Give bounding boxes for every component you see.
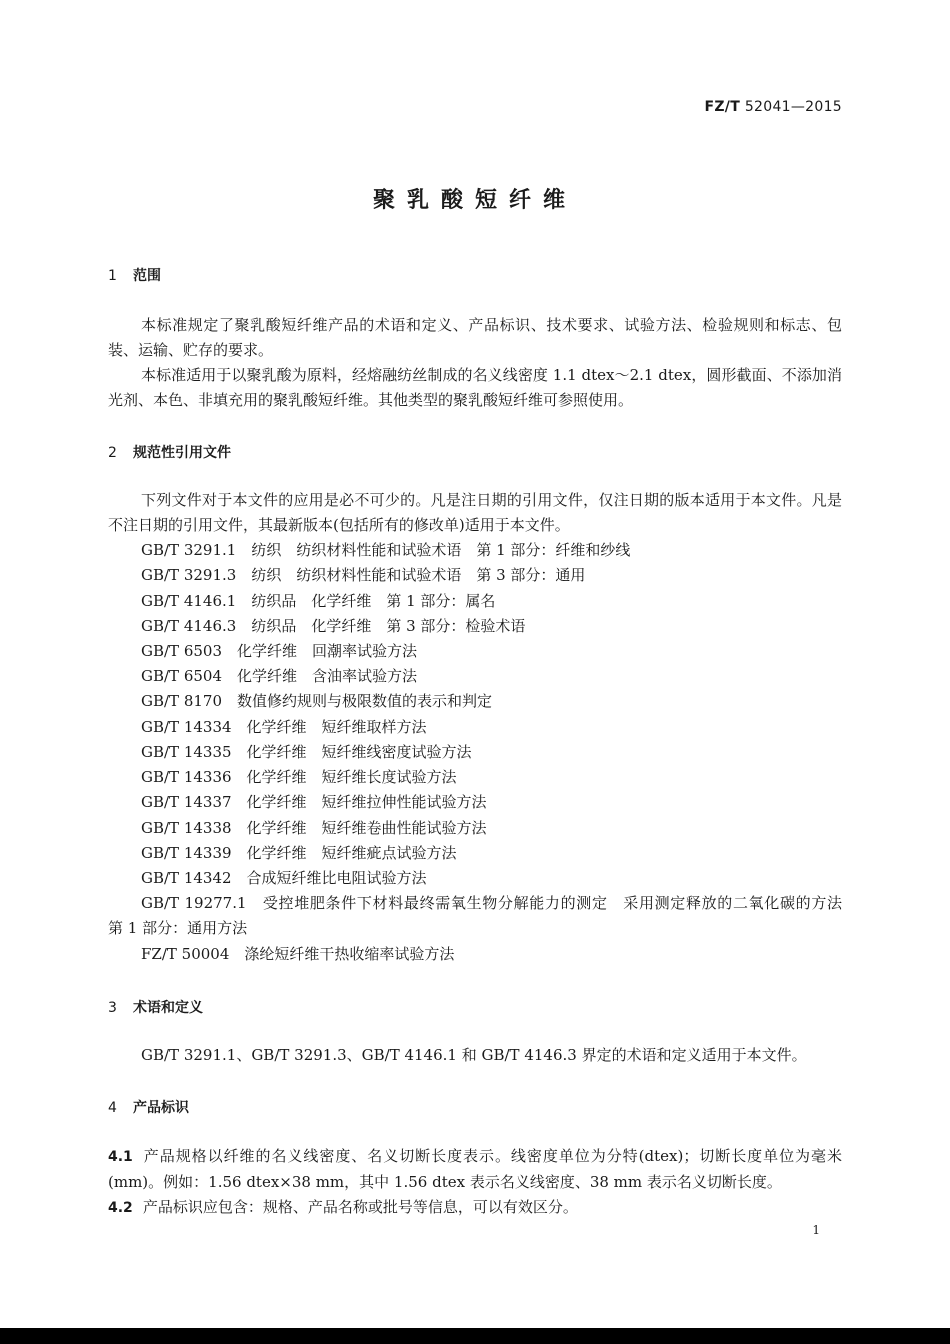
terms-paragraph: GB/T 3291.1、GB/T 3291.3、GB/T 4146.1 和 GB/T 4146.3 界定的术语和定义适用于本文件。 xyxy=(141,1046,807,1064)
document-title: 聚乳酸短纤维 xyxy=(372,188,577,213)
clause-text: 产品规格以纤维的名义线密度、名义切断长度表示。线密度单位为分特(dtex)；切断长度单位为毫米(mm)。例如：1.56 dtex×38 mm，其中 1.56 dtex 表示名义线密度、38 mm 表示名义切断长度。 xyxy=(108,1147,842,1191)
reference-item: GB/T 4146.3 纺织品 化学纤维 第 3 部分：检验术语 xyxy=(141,617,526,635)
section-2-heading xyxy=(108,442,231,462)
clause-number: 4.1 xyxy=(108,1149,133,1165)
reference-item: GB/T 14335 化学纤维 短纤维线密度试验方法 xyxy=(141,743,472,761)
section-3-heading xyxy=(108,997,203,1017)
section-number: 1 xyxy=(108,268,117,284)
section-4-heading xyxy=(108,1097,189,1117)
standard-code xyxy=(704,99,842,115)
reference-item: FZ/T 50004 涤纶短纤维干热收缩率试验方法 xyxy=(141,945,455,963)
section-title: 范围 xyxy=(133,268,161,284)
reference-item: GB/T 4146.1 纺织品 化学纤维 第 1 部分：属名 xyxy=(141,592,496,610)
reference-item: GB/T 14339 化学纤维 短纤维疵点试验方法 xyxy=(141,844,457,862)
clause-number: 4.2 xyxy=(108,1200,133,1216)
reference-item: GB/T 3291.3 纺织 纺织材料性能和试验术语 第 3 部分：通用 xyxy=(141,566,586,584)
scope-paragraph-1: 本标准规定了聚乳酸短纤维产品的术语和定义、产品标识、技术要求、试验方法、检验规则和标志、包装、运输、贮存的要求。 xyxy=(108,316,842,359)
reference-item: GB/T 14337 化学纤维 短纤维拉伸性能试验方法 xyxy=(141,793,487,811)
section-title: 产品标识 xyxy=(133,1100,189,1116)
scope-paragraph-2: 本标准适用于以聚乳酸为原料，经熔融纺丝制成的名义线密度 1.1 dtex～2.1 dtex，圆形截面、不添加消光剂、本色、非填充用的聚乳酸短纤维。其他类型的聚乳酸短纤维可参照使用。 xyxy=(108,366,842,409)
reference-item: GB/T 14342 合成短纤维比电阻试验方法 xyxy=(141,869,427,887)
standard-prefix: FZ/T xyxy=(704,99,741,115)
reference-item: GB/T 8170 数值修约规则与极限数值的表示和判定 xyxy=(141,692,493,710)
reference-item: GB/T 14338 化学纤维 短纤维卷曲性能试验方法 xyxy=(141,819,487,837)
section-number: 3 xyxy=(108,1000,117,1016)
reference-item: GB/T 14336 化学纤维 短纤维长度试验方法 xyxy=(141,768,457,786)
standard-number: 52041—2015 xyxy=(744,99,842,115)
scan-border xyxy=(0,1328,950,1344)
section-title: 规范性引用文件 xyxy=(133,445,231,461)
clause-text: 产品标识应包含：规格、产品名称或批号等信息，可以有效区分。 xyxy=(142,1198,578,1216)
reference-item-long: GB/T 19277.1 受控堆肥条件下材料最终需氧生物分解能力的测定 采用测定释放的二氧化碳的方法 第 1 部分：通用方法 xyxy=(108,894,858,937)
references-intro: 下列文件对于本文件的应用是必不可少的。凡是注日期的引用文件，仅注日期的版本适用于本文件。凡是不注日期的引用文件，其最新版本(包括所有的修改单)适用于本文件。 xyxy=(108,491,842,534)
page-number: 1 xyxy=(812,1223,820,1237)
section-number: 4 xyxy=(108,1100,117,1116)
section-1-heading xyxy=(108,265,161,285)
reference-item: GB/T 14334 化学纤维 短纤维取样方法 xyxy=(141,718,427,736)
reference-item: GB/T 6503 化学纤维 回潮率试验方法 xyxy=(141,642,418,660)
reference-item: GB/T 3291.1 纺织 纺织材料性能和试验术语 第 1 部分：纤维和纱线 xyxy=(141,541,631,559)
reference-item: GB/T 6504 化学纤维 含油率试验方法 xyxy=(141,667,418,685)
clause-4-2 xyxy=(108,1195,842,1221)
section-title: 术语和定义 xyxy=(133,1000,203,1016)
section-number: 2 xyxy=(108,445,117,461)
clause-4-1 xyxy=(108,1144,842,1195)
